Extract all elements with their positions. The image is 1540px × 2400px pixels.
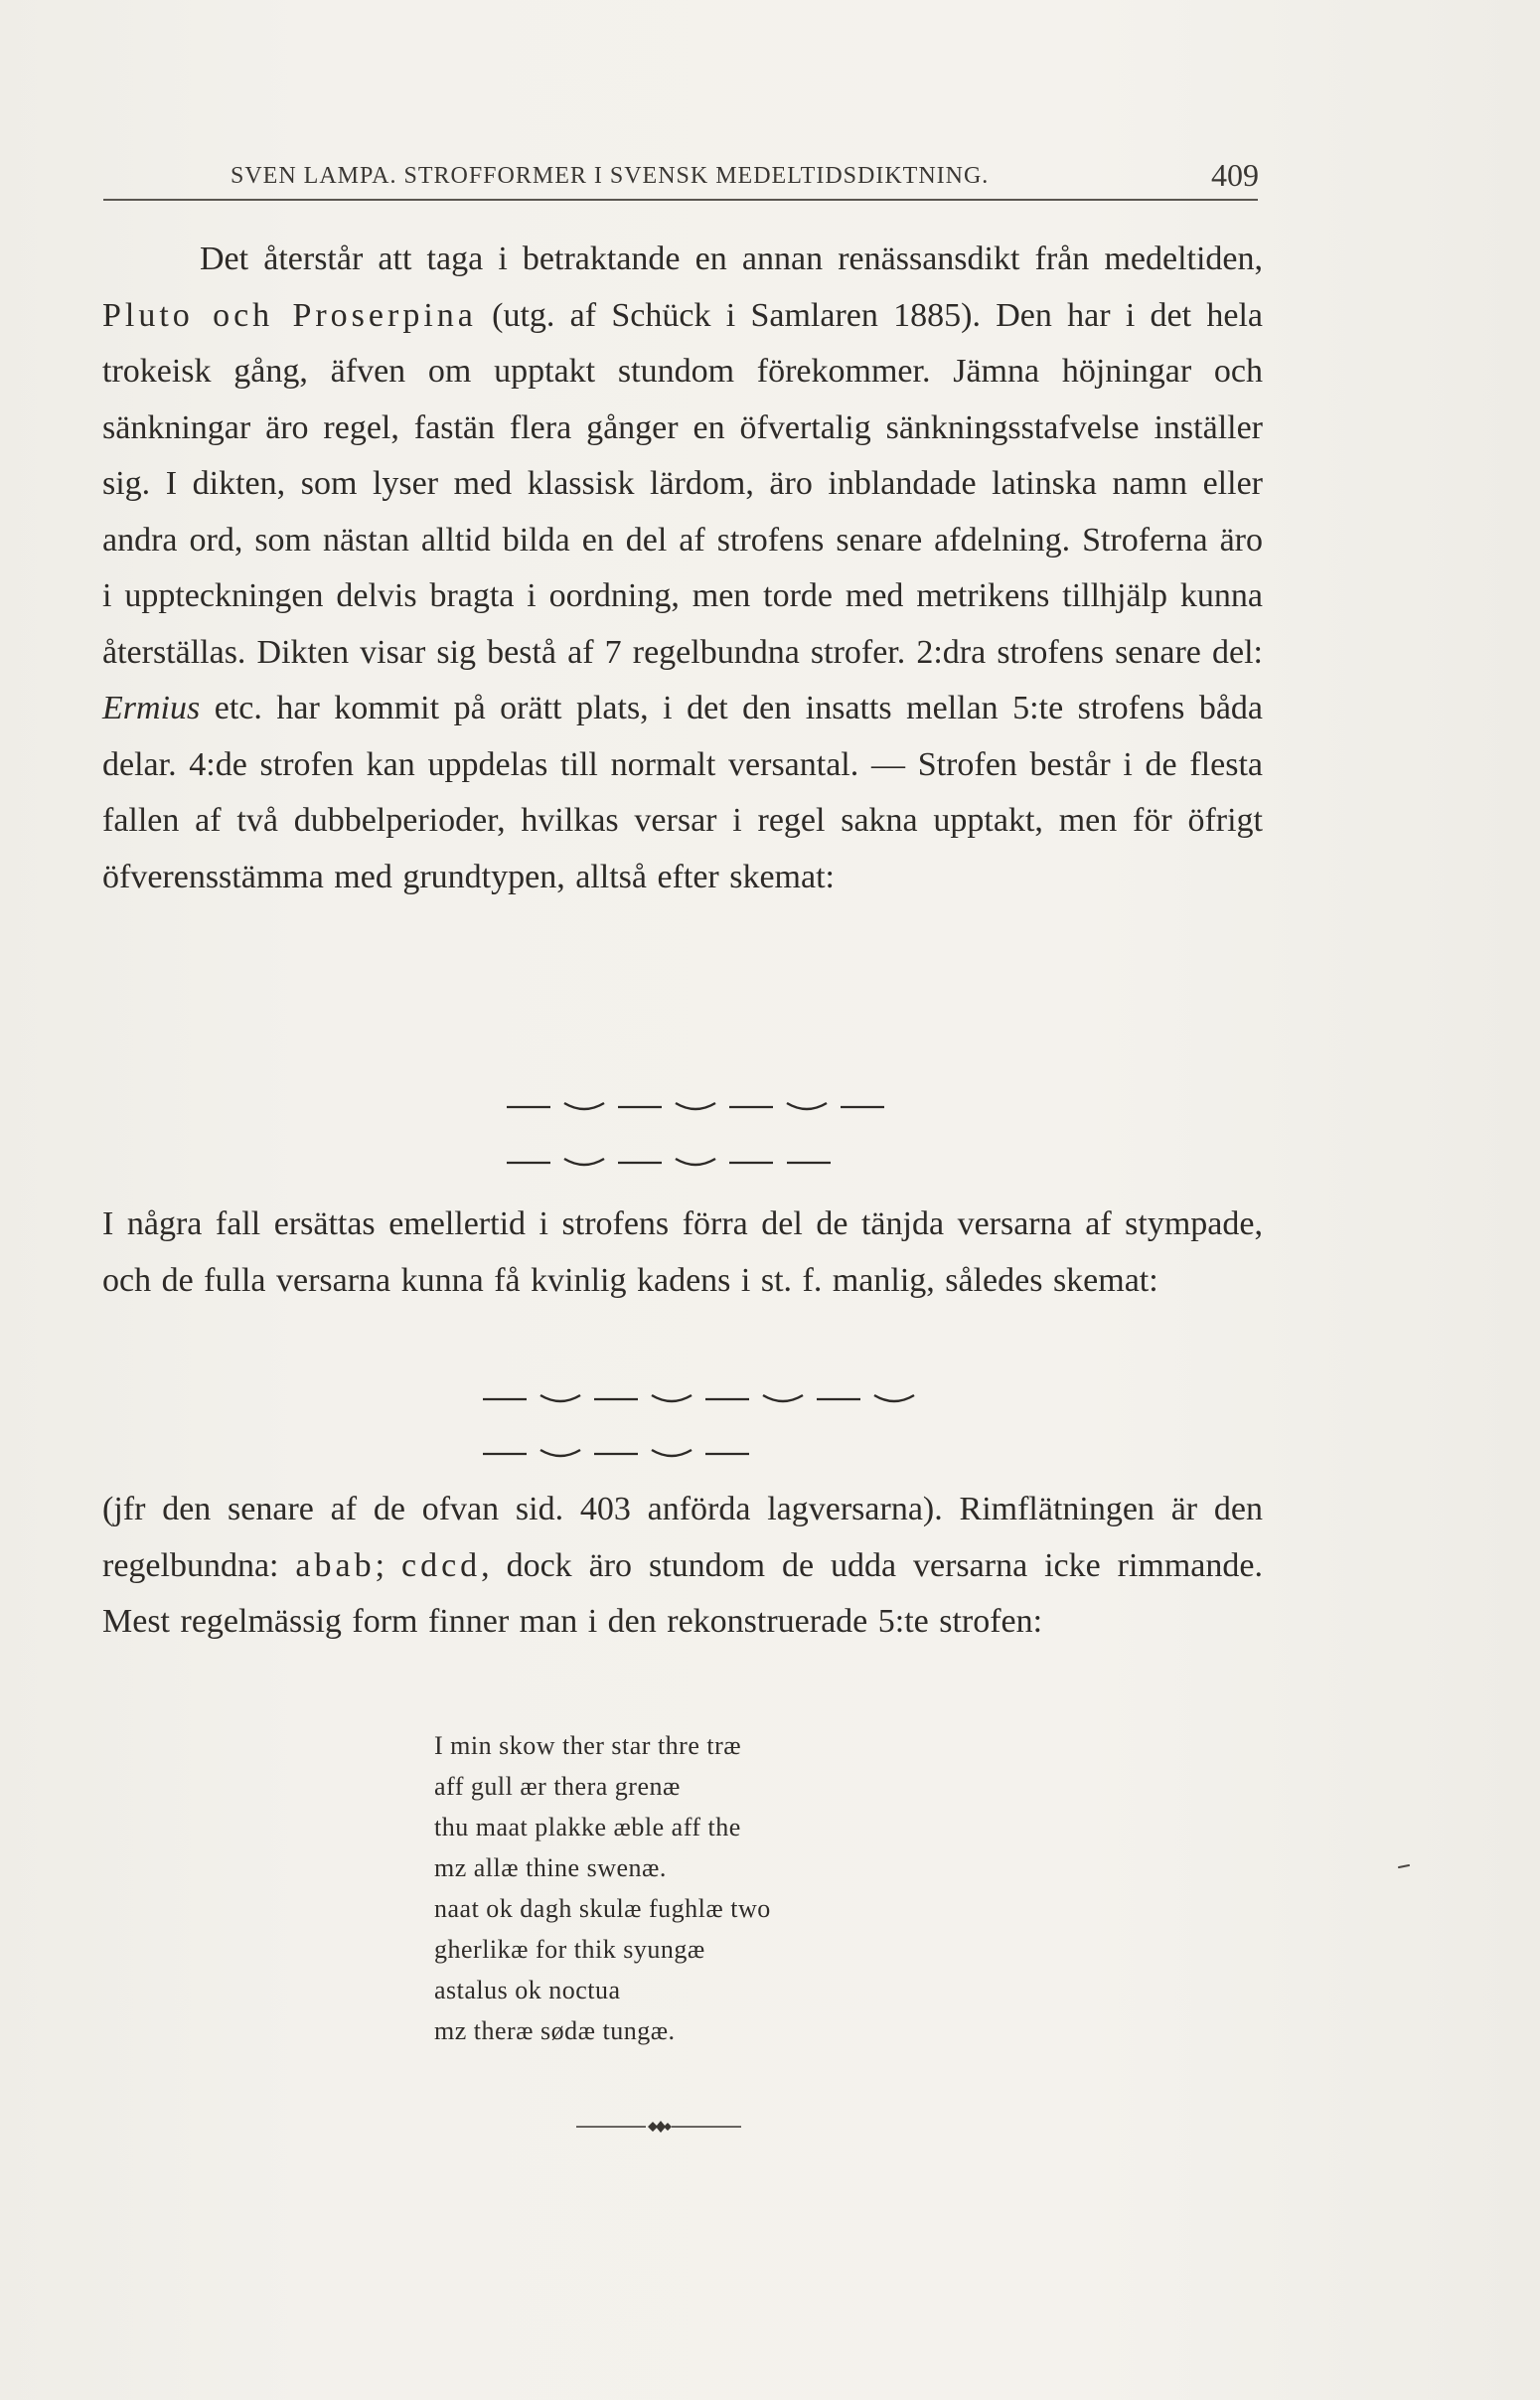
running-head <box>231 157 1264 197</box>
short-syllable-mark <box>564 1103 604 1109</box>
scheme-svg <box>483 1383 914 1413</box>
scheme-svg <box>483 1438 749 1468</box>
short-syllable-mark <box>540 1450 580 1456</box>
poem-line: gherlikæ for thik syungæ <box>434 1935 705 1964</box>
short-syllable-mark <box>676 1159 715 1165</box>
poem-quotation <box>434 1725 1030 2051</box>
rhyme-separator: ; <box>375 1546 401 1584</box>
scheme-svg <box>507 1091 884 1121</box>
short-syllable-mark <box>652 1395 692 1401</box>
short-syllable-mark <box>763 1395 803 1401</box>
poem-line: aff gull ær thera grenæ <box>434 1772 681 1801</box>
short-syllable-mark <box>564 1159 604 1165</box>
short-syllable-mark <box>787 1103 827 1109</box>
poem-line: naat ok dagh skulæ fughlæ two <box>434 1894 771 1923</box>
paragraph-3-part-1: (jfr den senare af de ofvan sid. 403 anförda lagversarna). Rimflätningen är den regelbundna: <box>102 1491 1263 1584</box>
short-syllable-mark <box>652 1450 692 1456</box>
short-syllable-mark <box>540 1395 580 1401</box>
poem-line: I min skow ther star thre træ <box>434 1731 742 1760</box>
scheme-svg <box>507 1147 831 1177</box>
metrical-scheme-1b <box>507 1147 831 1177</box>
poem-line: thu maat plakke æble aff the <box>434 1813 741 1841</box>
metrical-scheme-1a <box>507 1091 884 1121</box>
metrical-scheme-2a <box>483 1383 914 1413</box>
paragraph-1 <box>102 232 1263 905</box>
paragraph-1-part-2: (utg. af Schück i Samlaren 1885). Den har i det hela trokeisk gång, äfven om upptakt stundom förekommer. Jämna höjningar och sänkningar äro regel, fastän flera gånger en öfvertalig sänkningsstafvelse inställer sig. I dikten, som lyser med klassisk lärdom, äro inblandade latinska namn eller andra ord, som nästan alltid bilda en del af strofens senare afdelning. Stroferna äro i uppteckningen delvis bragta i oordning, men torde med metrikens tillhjälp kunna återställas. Dikten visar sig bestå af 7 regelbundna strofer. 2:dra strofens senare del: <box>102 296 1263 671</box>
paragraph-2: I några fall ersättas emellertid i strofens förra del de tänjda versarna af stympade, och de fulla versarna kunna få kvinlig kadens i st. f. manlig, således skemat: <box>102 1205 1263 1299</box>
paragraph-3-part-2: , dock äro stundom de udda versarna icke rimmande. Mest regelmässig form finner man i den rekonstruerade 5:te strofen: <box>102 1546 1263 1640</box>
rhyme-scheme-1: abab <box>295 1546 376 1584</box>
italic-word: Ermius <box>102 690 201 726</box>
poem-line: astalus ok noctua <box>434 1976 621 2004</box>
margin-mark-icon <box>1398 1863 1410 1869</box>
page-number: 409 <box>1211 157 1259 193</box>
end-ornament-icon <box>574 2117 743 2137</box>
paragraph-1-part-1: Det återstår att taga i betraktande en annan renässansdikt från medeltiden, <box>200 240 1263 277</box>
paragraph-3 <box>102 1482 1263 1651</box>
metrical-scheme-2b <box>483 1438 749 1468</box>
short-syllable-mark <box>874 1395 914 1401</box>
short-syllable-mark <box>676 1103 715 1109</box>
rhyme-scheme-2: cdcd <box>400 1546 482 1584</box>
poem-line: mz allæ thine swenæ. <box>434 1853 667 1882</box>
header-rule <box>103 199 1258 201</box>
poem-line: mz theræ sødæ tungæ. <box>434 2016 676 2045</box>
poem-title: Pluto och Proserpina <box>102 296 477 334</box>
paragraph-1-part-3: etc. har kommit på orätt plats, i det den insatts mellan 5:te strofens båda delar. 4:de strofen kan uppdelas till normalt versantal. — Strofen består i de flesta fallen af två dubbelperioder, hvilkas versar i regel sakna upptakt, men för öfrigt öfverensstämma med grundtypen, alltså efter skemat: <box>102 690 1263 895</box>
running-title: SVEN LAMPA. STROFFORMER I SVENSK MEDELTIDSDIKTNING. <box>231 163 990 189</box>
